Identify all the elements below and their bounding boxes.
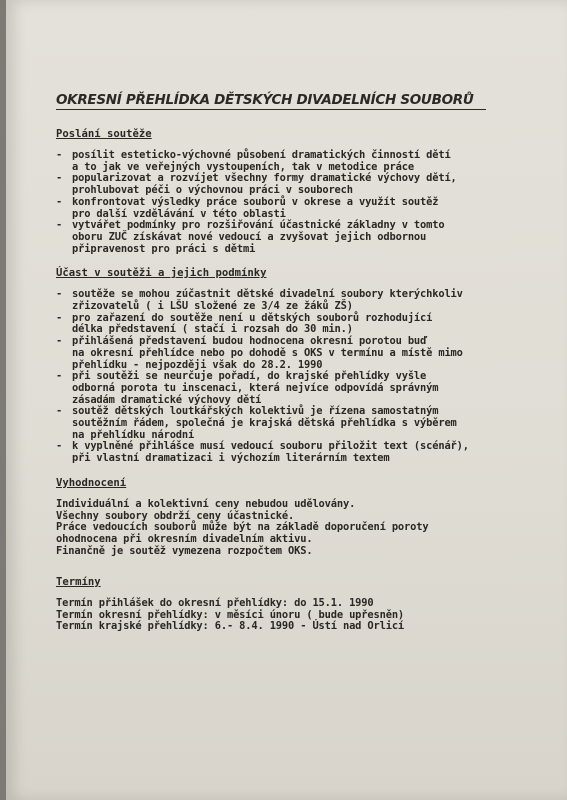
text-line: Finančně je soutěž vymezena rozpočtem OKS. [56, 545, 313, 558]
list-item: - vytvářet podmínky pro rozšiřování účastnické základny v tomto oboru ZUČ získávat nové vedoucí a zvyšovat jejich odbornou připravenost pro práci s dětmi [56, 220, 546, 255]
list-item: - pro zařazení do soutěže není u dětských souborů rozhodující délka představení ( stačí i rozsah do 30 min.) [56, 313, 546, 336]
section-heading: Vyhodnocení [56, 476, 127, 489]
list-item: - posílit esteticko-výchovné působení dramatických činností dětí a to jak ve veřejných vystoupeních, tak v metodice práce [56, 150, 546, 173]
section-poslani [56, 128, 546, 255]
text-line: Všechny soubory obdrží ceny účastnické. [56, 509, 295, 522]
list-item: - při soutěži se neurčuje pořadí, do krajské přehlídky vyšle odborná porota tu inscenaci, která nejvíce odpovídá správným zásadám dramatické výchovy dětí [56, 371, 546, 406]
document-body [56, 92, 546, 645]
text-line: Termín přihlášek do okresní přehlídky: do 15.1. 1990 [56, 596, 374, 609]
bullet-list [56, 289, 546, 465]
section-ucast [56, 267, 546, 465]
section-heading: Účast v soutěži a jejich podmínky [56, 267, 267, 280]
bullet-list [56, 150, 546, 255]
section-heading: Poslání soutěže [56, 128, 152, 140]
text-line: Termín krajské přehlídky: 6.- 8.4. 1990 - Ústí nad Orlicí [56, 620, 405, 633]
section-vyhodnoceni [56, 477, 546, 558]
list-item: - soutěž dětských loutkářských kolektivů je řízena samostatným soutěžním řádem, společná je krajská dětská přehlídka s výběrem na přehlídku národní [56, 406, 546, 441]
text-line: Termín okresní přehlídky: v měsíci únoru ( bude upřesněn) [56, 608, 405, 621]
list-item: - přihlášená představení budou hodnocena okresní porotou buď na okresní přehlídce nebo po dohodě s OKS v termínu a místě mimo přehlídku - nejpozději však do 28.2. 1990 [56, 336, 546, 371]
document-title: OKRESNÍ PŘEHLÍDKA DĚTSKÝCH DIVADELNÍCH SOUBORŮ [56, 92, 486, 110]
paragraph-block [56, 598, 546, 633]
paper-sheet [6, 0, 567, 800]
text-line: Práce vedoucích souborů může být na základě doporučení poroty [56, 521, 429, 534]
list-item: - soutěže se mohou zúčastnit dětské divadelní soubory kterýchkoliv zřizovatelů ( i LŠU složené ze 3/4 ze žáků ZŠ) [56, 289, 546, 312]
text-line: Individuální a kolektivní ceny nebudou udělovány. [56, 497, 356, 510]
section-terminy [56, 576, 546, 633]
list-item: - k vyplněné přihlášce musí vedoucí souboru přiložit text (scénář), při vlastní dramatizaci i výchozím literárním textem [56, 441, 546, 464]
text-line: ohodnocena při okresním divadelním aktivu. [56, 533, 313, 546]
paragraph-block [56, 499, 546, 558]
list-item: - popularizovat a rozvíjet všechny formy dramatické výchovy dětí, prohlubovat péči o výchovnou práci v souborech [56, 173, 546, 196]
section-heading: Termíny [56, 575, 101, 588]
list-item: - konfrontovat výsledky práce souborů v okrese a využít soutěž pro další vzdělávání v této oblasti [56, 197, 546, 220]
